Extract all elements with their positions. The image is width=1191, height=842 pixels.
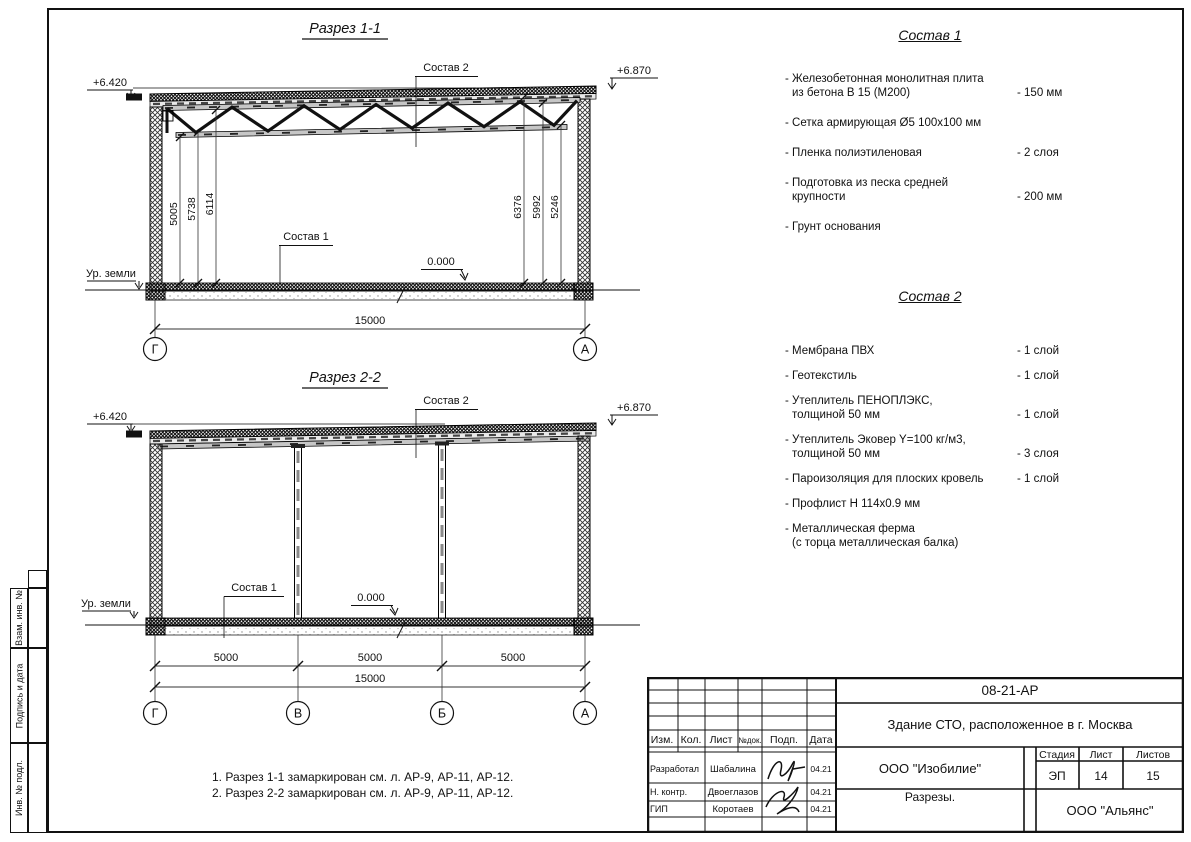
elevation-6870: +6.870 — [617, 65, 651, 77]
item-text: - Подготовка из песка средней — [785, 177, 949, 189]
item-value: - 150 мм — [1017, 87, 1063, 99]
item-text: - Мембрана ПВХ — [785, 345, 875, 357]
wall-column-right — [578, 436, 590, 618]
list-item — [785, 344, 1125, 358]
list-item — [785, 433, 1125, 461]
foundation-right — [574, 618, 593, 635]
foundation-left — [146, 283, 165, 300]
list-item — [785, 394, 1125, 422]
dim-5992: 5992 — [531, 195, 543, 219]
item-text: - Утеплитель ПЕНОПЛЭКС, — [785, 395, 933, 407]
list-item — [785, 472, 1125, 486]
sheet-number: 14 — [1094, 769, 1108, 783]
note-line-2: 2. Разрез 2-2 замаркирован см. л. АР-9, АР-11, АР-12. — [212, 785, 514, 800]
sostav2-heading: Состав 2 — [898, 288, 962, 304]
organization-1: ООО "Изобилие" — [878, 761, 982, 776]
sheet-header: Лист — [1089, 749, 1113, 761]
parapet-cap — [126, 431, 142, 438]
item-value: - 1 слой — [1017, 409, 1060, 421]
item-value: - 1 слой — [1017, 473, 1060, 485]
dim-5246: 5246 — [549, 195, 561, 219]
elevation-6420: +6.420 — [93, 77, 127, 89]
foundation-left — [146, 618, 165, 635]
sostav1-list — [785, 72, 1125, 250]
sheets-header: Листов — [1135, 749, 1171, 761]
section-1-1-drawing — [85, 21, 658, 361]
dim-5000-1: 5000 — [213, 652, 239, 664]
item-text: (с торца металлическая балка) — [792, 537, 959, 549]
item-text: - Грунт основания — [785, 221, 881, 233]
note-line-1: 1. Разрез 1-1 замаркирован см. л. АР-9, АР-11, АР-12. — [212, 770, 514, 784]
dim-5000-2: 5000 — [357, 652, 383, 664]
axis-B: Б — [437, 706, 447, 721]
sidebar-label-text: Инв. № подл. — [14, 759, 24, 817]
floor-slab-hatch — [150, 283, 593, 291]
sheet-name: Разрезы. — [904, 790, 956, 804]
sidebar-label-text: Подпись и дата — [14, 663, 25, 728]
axis-G: Г — [151, 342, 159, 357]
col-data: Дата — [809, 734, 833, 746]
sidebar-label-text: Взам. инв. № — [14, 590, 25, 646]
list-item — [785, 497, 1125, 511]
span-dimensions — [150, 635, 590, 702]
list-item — [785, 146, 1125, 160]
floor-sand-bed — [150, 291, 593, 300]
col-izm: Изм. — [650, 734, 674, 746]
item-text: - Металлическая ферма — [785, 523, 915, 535]
ground-level-label: Ур. земли — [81, 598, 131, 610]
ground-level-label: Ур. земли — [86, 268, 136, 280]
floor-slab-hatch — [150, 618, 593, 626]
dim-5005: 5005 — [168, 202, 180, 226]
dim-6114: 6114 — [204, 192, 216, 216]
steel-column-B — [435, 442, 449, 619]
floor-sand-bed — [150, 626, 593, 635]
wall-column-right — [578, 99, 590, 283]
row-name: Шабалина — [710, 764, 756, 775]
dim-15000: 15000 — [354, 673, 386, 685]
item-value: - 200 мм — [1017, 191, 1063, 203]
dim-5738: 5738 — [186, 197, 198, 221]
col-kol: Кол. — [680, 734, 702, 746]
wall-column-left — [150, 107, 162, 283]
section-2-2-drawing — [81, 370, 658, 725]
item-value: - 1 слой — [1017, 345, 1060, 357]
zero-level-mark: 0.000 — [427, 256, 455, 268]
sostav1-heading: Состав 1 — [898, 27, 962, 43]
row-date: 04.21 — [810, 787, 832, 797]
elevation-6420: +6.420 — [93, 411, 127, 423]
stage-header: Стадия — [1039, 749, 1075, 761]
list-item — [785, 72, 1125, 100]
item-text: - Геотекстиль — [785, 370, 857, 382]
row-date: 04.21 — [810, 764, 832, 774]
item-text: крупности — [792, 191, 846, 203]
item-value: - 1 слой — [1017, 370, 1060, 382]
row-role: ГИП — [650, 804, 668, 814]
list-item — [785, 116, 1125, 130]
item-text: толщиной 50 мм — [792, 448, 881, 460]
item-text: из бетона В 15 (М200) — [792, 87, 911, 99]
sostav2-list — [785, 344, 1125, 561]
item-text: толщиной 50 мм — [792, 409, 881, 421]
item-value: - 3 слоя — [1017, 448, 1059, 460]
dim-15000: 15000 — [354, 315, 386, 327]
document-number: 08-21-АР — [981, 683, 1039, 698]
row-date: 04.21 — [810, 804, 832, 814]
elevation-6870: +6.870 — [617, 402, 651, 414]
section-2-2-title: Разрез 2-2 — [309, 370, 381, 386]
sostav2-callout: Состав 2 — [423, 62, 469, 74]
col-list: Лист — [709, 734, 733, 746]
wall-column-left — [150, 444, 162, 618]
section-1-1-title: Разрез 1-1 — [309, 21, 381, 37]
list-item — [785, 369, 1125, 383]
stage-value: ЭП — [1048, 769, 1066, 783]
list-item — [785, 220, 1125, 234]
sheets-total: 15 — [1146, 769, 1160, 783]
item-text: - Пароизоляция для плоских кровель — [785, 473, 984, 485]
axis-G: Г — [151, 706, 159, 721]
col-ndok: №док. — [738, 736, 762, 745]
dim-6376: 6376 — [512, 195, 524, 219]
axis-V: В — [293, 706, 303, 721]
foundation-right — [574, 283, 593, 300]
list-item — [785, 522, 1125, 550]
zero-level-mark: 0.000 — [357, 592, 385, 604]
sostav1-callout: Состав 1 — [283, 231, 329, 243]
drawing-notes — [212, 770, 513, 801]
sostav2-callout: Состав 2 — [423, 395, 469, 407]
title-block — [647, 677, 1184, 833]
item-text: - Сетка армирующая Ø5 100x100 мм — [785, 117, 982, 129]
item-text: - Утеплитель Эковер Y=100 кг/м3, — [785, 434, 966, 446]
item-value: - 2 слоя — [1017, 147, 1059, 159]
row-role: Н. контр. — [650, 787, 688, 797]
row-name: Коротаев — [712, 804, 754, 815]
organization-2: ООО "Альянс" — [1066, 803, 1154, 818]
steel-column-V — [291, 444, 305, 618]
item-text: - Пленка полиэтиленовая — [785, 147, 922, 159]
list-item — [785, 176, 1125, 204]
axis-A: А — [580, 706, 590, 721]
item-text: - Профлист Н 114x0.9 мм — [785, 498, 921, 510]
col-podp: Подп. — [770, 734, 798, 746]
axis-A: А — [580, 342, 590, 357]
sostav1-callout: Состав 1 — [231, 582, 277, 594]
project-name: Здание СТО, расположенное в г. Москва — [887, 717, 1133, 732]
dim-5000-3: 5000 — [500, 652, 526, 664]
row-role: Разработал — [650, 764, 699, 774]
row-name: Двоеглазов — [707, 787, 759, 798]
item-text: - Железобетонная монолитная плита — [785, 73, 984, 85]
